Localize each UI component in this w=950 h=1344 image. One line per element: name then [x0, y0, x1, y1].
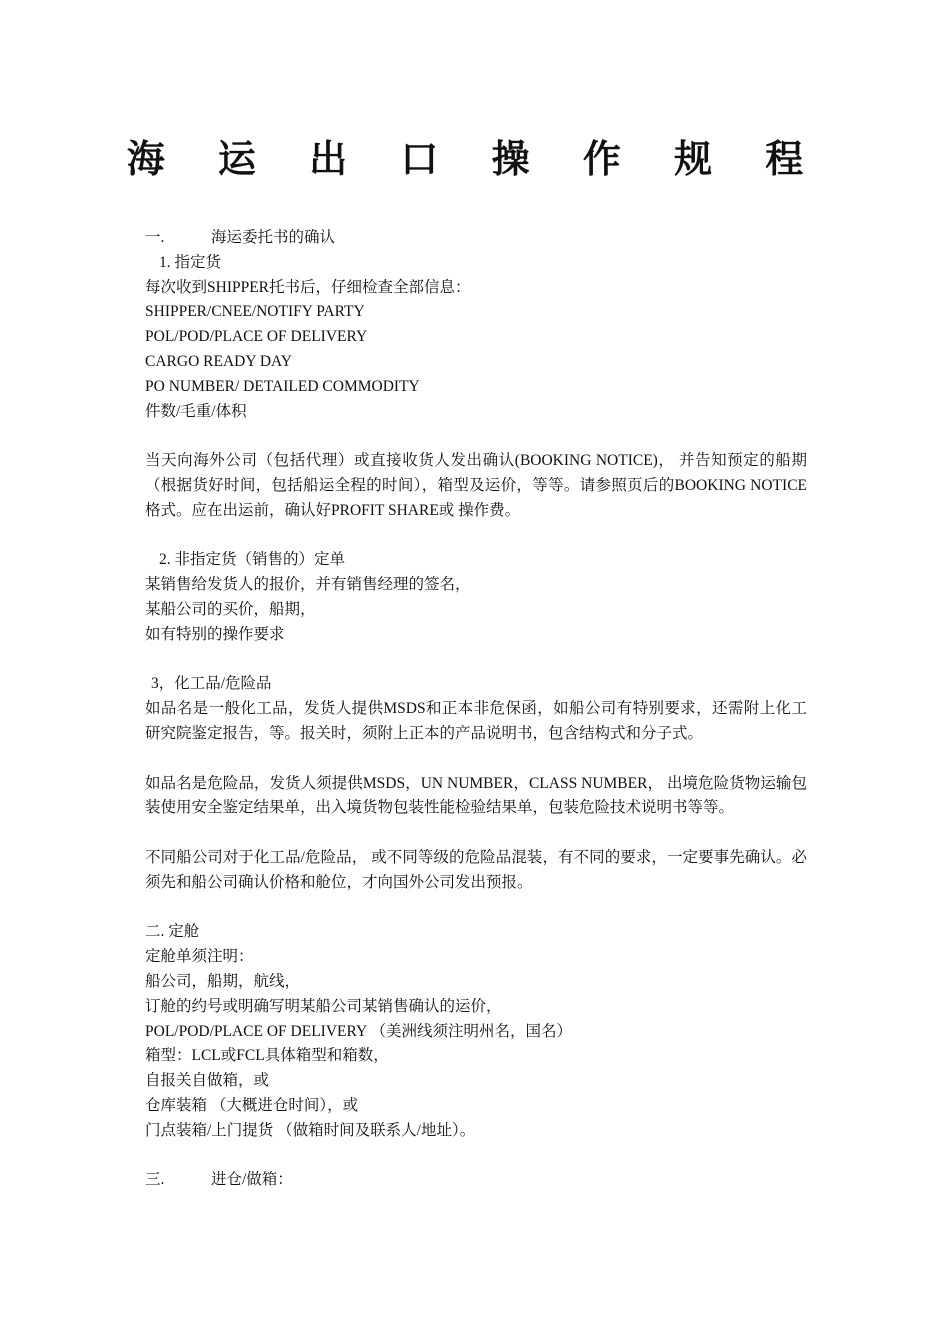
- section-1-heading: [145, 226, 807, 251]
- document-body: [145, 226, 807, 1193]
- list-item: 如有特别的操作要求: [145, 625, 285, 643]
- paragraph: 如品名是危险品，发货人须提供MSDS，UN NUMBER，CLASS NUMBER， 出境危险货物运输包装使用安全鉴定结果单，出入境货物包装性能检验结果单，包装危险技术说明书等等。: [145, 774, 807, 817]
- list-item: 某销售给发货人的报价，并有销售经理的签名，: [145, 576, 471, 594]
- section-number: 一.: [145, 229, 165, 246]
- list-item: POL/POD/PLACE OF DELIVERY （美洲线须注明州名，国名）: [145, 1022, 572, 1040]
- list-item: CARGO READY DAY: [145, 352, 292, 370]
- list-item: 定舱单须注明：: [145, 948, 254, 966]
- section-2-heading: 二. 定舱: [145, 923, 200, 941]
- list-item: 订舱的约号或明确写明某船公司某销售确认的运价，: [145, 997, 502, 1015]
- paragraph-line: 每次收到SHIPPER托书后，仔细检查全部信息：: [145, 278, 471, 296]
- list-item: 自报关自做箱，或: [145, 1072, 270, 1090]
- document-title: 海 运 出 口 操 作 规 程: [126, 136, 824, 181]
- paragraph: 不同船公司对于化工品/危险品， 或不同等级的危险品混装，有不同的要求，一定要事先确认。必须先和船公司确认价格和舱位，才向国外公司发出预报。: [145, 848, 807, 891]
- list-item: PO NUMBER/ DETAILED COMMODITY: [145, 377, 420, 395]
- section-title: 进仓/做箱：: [211, 1171, 293, 1189]
- list-item: 仓库装箱 （大概进仓时间），或: [145, 1096, 359, 1114]
- list-item: 门点装箱/上门提货 （做箱时间及联系人/地址）。: [145, 1121, 476, 1139]
- list-item: 件数/毛重/体积: [145, 402, 247, 420]
- section-3-heading: [145, 1168, 807, 1193]
- list-item: SHIPPER/CNEE/NOTIFY PARTY: [145, 303, 365, 321]
- section-number: 三.: [145, 1171, 165, 1189]
- list-item: 船公司，船期，航线，: [145, 972, 301, 990]
- list-item: POL/POD/PLACE OF DELIVERY: [145, 328, 368, 346]
- paragraph: 如品名是一般化工品，发货人提供MSDS和正本非危保函，如船公司有特别要求，还需附上化工研究院鉴定报告，等。报关时，须附上正本的产品说明书，包含结构式和分子式。: [145, 700, 807, 742]
- paragraph: 当天向海外公司（包括代理）或直接收货人发出确认(BOOKING NOTICE)， 并告知预定的船期（根据货好时间，包括船运全程的时间），箱型及运价，等等。请参照页后的BOOKING NOTICE格式。应在出运前，确认好PROFIT SHARE或 操作费。: [145, 452, 807, 519]
- list-item: 箱型：LCL或FCL具体箱型和箱数，: [145, 1047, 389, 1065]
- subsection-3-heading: 3，化工品/危险品: [151, 675, 272, 693]
- subsection-2-heading: 2. 非指定货（销售的）定单: [159, 551, 346, 569]
- section-title: 海运委托书的确认: [211, 229, 336, 246]
- subsection-1-heading: 1. 指定货: [159, 253, 222, 271]
- list-item: 某船公司的买价，船期，: [145, 600, 316, 618]
